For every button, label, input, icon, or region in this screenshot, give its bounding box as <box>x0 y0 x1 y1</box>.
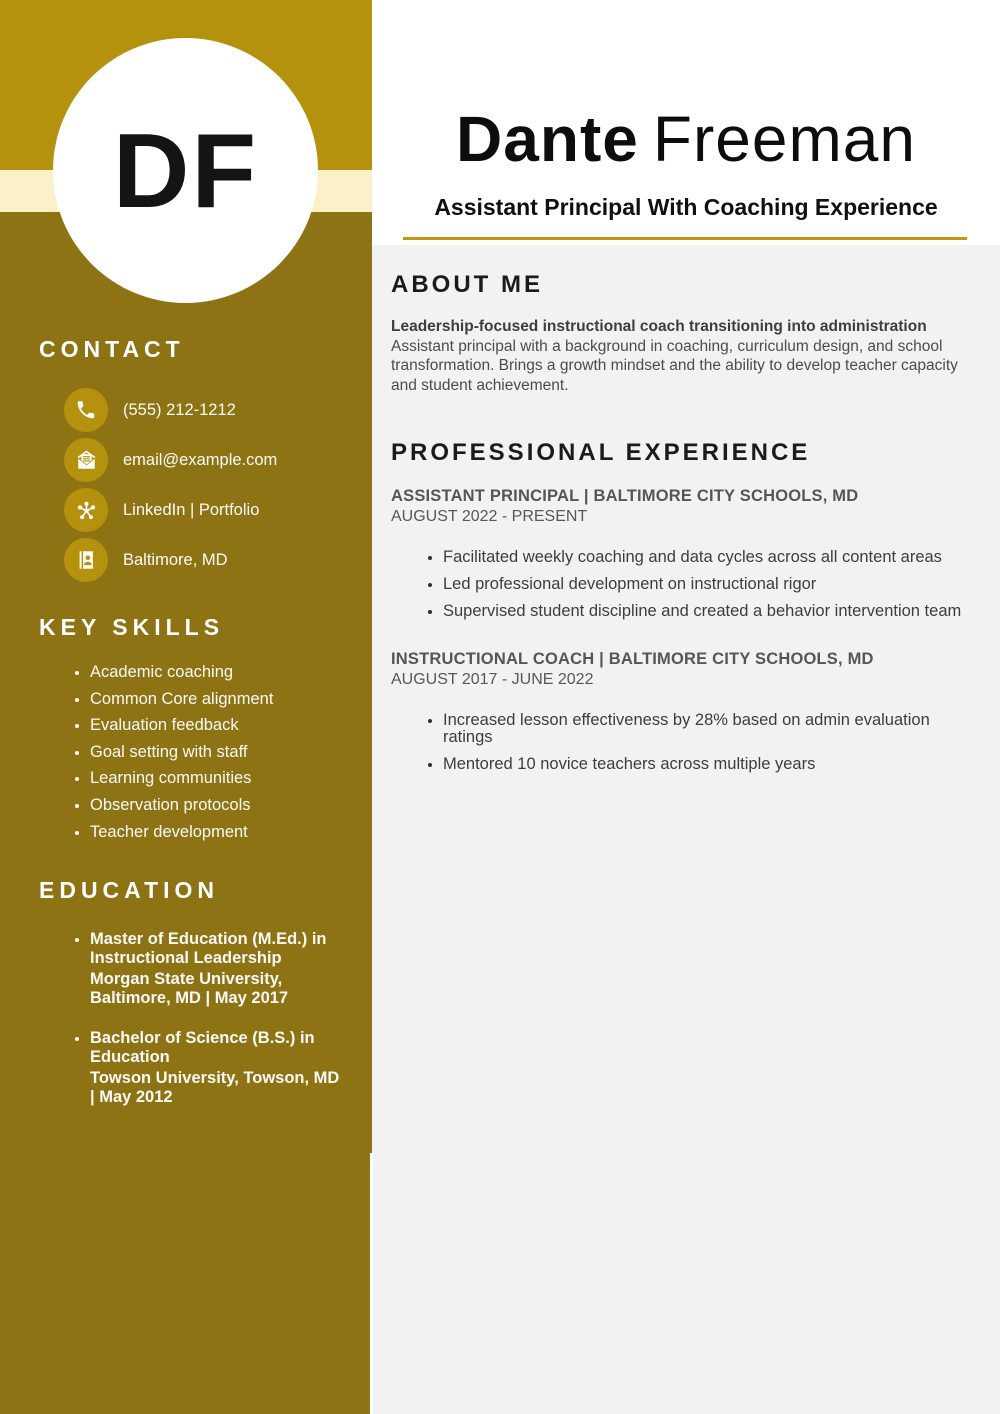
skill-item: • Teacher development <box>90 823 344 841</box>
education-item <box>90 930 344 1009</box>
job-title: ASSISTANT PRINCIPAL | BALTIMORE CITY SCHOOLS, MD <box>391 487 859 505</box>
job-bullet-list <box>391 549 976 620</box>
contact-item-phone <box>64 388 344 432</box>
about-me-heading: ABOUT ME <box>391 271 543 298</box>
key-skills-list <box>39 663 344 841</box>
address-book-icon <box>64 538 108 582</box>
job-headline: Assistant Principal With Coaching Experience <box>434 194 938 220</box>
contact-list <box>39 388 344 582</box>
last-name: Freeman <box>652 103 916 175</box>
education-item <box>90 1029 344 1108</box>
education-degree: • Master of Education (M.Ed.) in Instructional Leadership <box>90 929 327 968</box>
contact-item-email <box>64 438 344 482</box>
job-entry <box>391 487 976 620</box>
avatar-initials: DF <box>112 111 259 230</box>
job-bullet: • Facilitated weekly coaching and data cycles across all content areas <box>443 549 976 566</box>
about-lead-sentence: Leadership-focused instructional coach transitioning into administration <box>391 318 927 335</box>
sidebar <box>0 0 372 1414</box>
divider-line <box>403 237 967 240</box>
education-degree: • Bachelor of Science (B.S.) in Education <box>90 1028 315 1067</box>
contact-heading: CONTACT <box>39 336 185 362</box>
education-school: Towson University, Towson, MD | May 2012 <box>90 1068 340 1107</box>
job-bullet: • Supervised student discipline and created a behavior intervention team <box>443 603 976 620</box>
contact-item-text: email@example.com <box>123 450 278 469</box>
skill-item: • Common Core alignment <box>90 690 344 708</box>
email-icon <box>64 438 108 482</box>
contact-item-links <box>64 488 344 532</box>
job-dates: AUGUST 2022 - PRESENT <box>391 508 588 525</box>
skill-item: • Learning communities <box>90 769 344 787</box>
resume-header <box>372 0 1000 245</box>
key-skills-heading: KEY SKILLS <box>39 614 225 640</box>
skill-item: • Academic coaching <box>90 663 344 681</box>
skill-item: • Evaluation feedback <box>90 716 344 734</box>
skill-item: • Observation protocols <box>90 796 344 814</box>
phone-icon <box>64 388 108 432</box>
sidebar-content <box>0 0 372 1108</box>
contact-item-text: Baltimore, MD <box>123 550 228 569</box>
contact-item-text: LinkedIn | Portfolio <box>123 500 260 519</box>
about-body-text: Assistant principal with a background in coaching, curriculum design, and school transformation. Brings a growth mindset and the ability to develop teacher capacity and student achievement. <box>391 337 958 394</box>
job-bullet: • Led professional development on instructional rigor <box>443 576 976 593</box>
education-school: Morgan State University, Baltimore, MD | May 2017 <box>90 969 289 1008</box>
first-name: Dante <box>456 103 639 175</box>
sidebar-edge-notch <box>370 1153 373 1414</box>
job-bullet-list <box>391 712 976 773</box>
job-bullet: • Increased lesson effectiveness by 28% based on admin evaluation ratings <box>443 712 976 746</box>
experience-heading: PROFESSIONAL EXPERIENCE <box>391 439 811 466</box>
main-content <box>372 245 1000 783</box>
job-entry <box>391 650 976 773</box>
education-heading: EDUCATION <box>39 876 220 903</box>
contact-item-location <box>64 538 344 582</box>
about-me-paragraph <box>391 317 976 395</box>
contact-item-text: (555) 212-1212 <box>123 400 236 419</box>
skill-item: • Goal setting with staff <box>90 743 344 761</box>
person-name <box>372 101 1000 177</box>
job-title: INSTRUCTIONAL COACH | BALTIMORE CITY SCHOOLS, MD <box>391 650 874 668</box>
job-bullet: • Mentored 10 novice teachers across multiple years <box>443 756 976 773</box>
network-icon <box>64 488 108 532</box>
main-column <box>372 0 1000 1414</box>
education-list <box>39 930 344 1108</box>
job-dates: AUGUST 2017 - JUNE 2022 <box>391 671 594 688</box>
